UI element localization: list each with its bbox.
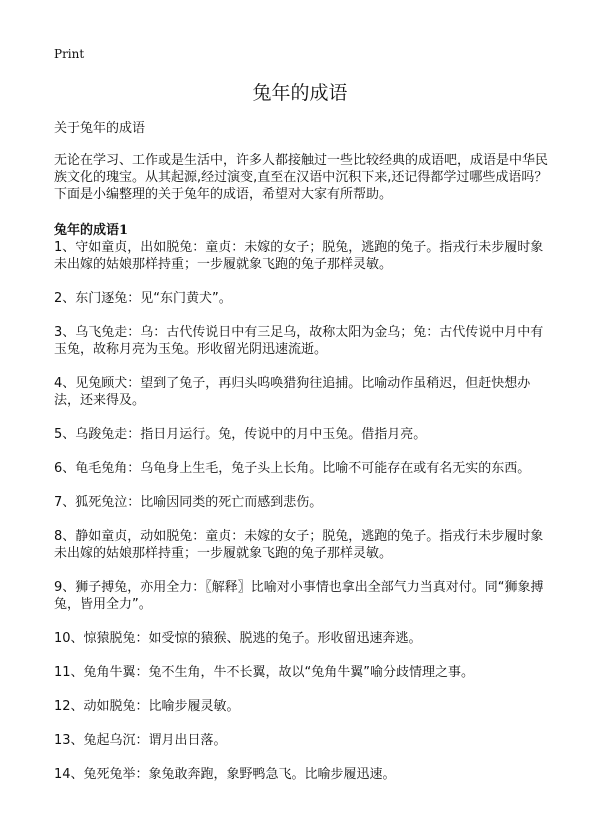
list-item: 1、守如童贞，出如脱兔：童贞：未嫁的女子；脱兔，逃跑的兔子。指戎行未步履时象未出嫁的姑娘那样持重；一步履就象飞跑的兔子那样灵敏。 <box>54 240 544 272</box>
list-item: 7、狐死兔泣：比喻因同类的死亡而感到悲伤。 <box>54 495 323 510</box>
list-item: 3、乌飞兔走：乌：古代传说日中有三足乌，故称太阳为金乌；兔：古代传说中月中有玉兔，故称月亮为玉兔。形收留光阴迅速流逝。 <box>54 325 544 357</box>
list-item: 9、狮子搏兔，亦用全力：〖解释〗比喻对小事情也拿出全部气力当真对付。同“狮象搏兔，皆用全力”。 <box>54 580 544 612</box>
list-item: 10、惊猿脱兔：如受惊的猿猴、脱逃的兔子。形收留迅速奔逃。 <box>54 631 422 646</box>
list-item: 13、兔起乌沉：谓月出日落。 <box>54 733 227 748</box>
list-item: 4、见兔顾犬：望到了兔子，再归头呜唤猎狗往追捕。比喻动作虽稍迟，但赶快想办法，还来得及。 <box>54 376 531 408</box>
list-item: 12、动如脱兔：比喻步履灵敏。 <box>54 699 240 714</box>
list-item: 5、乌踆兔走：指日月运行。兔，传说中的月中玉兔。借指月亮。 <box>54 427 427 442</box>
idiom-list <box>54 239 554 783</box>
print-link[interactable]: Print <box>54 47 85 61</box>
list-item: 6、龟毛兔角：乌龟身上生毛，兔子头上长角。比喻不可能存在或有名无实的东西。 <box>54 461 531 476</box>
list-item: 11、兔角牛翼：兔不生角，牛不长翼，故以“兔角牛翼”喻分歧情理之事。 <box>54 665 475 680</box>
list-item: 8、静如童贞，动如脱兔：童贞：未嫁的女子；脱兔，逃跑的兔子。指戎行未步履时象未出嫁的姑娘那样持重；一步履就象飞跑的兔子那样灵敏。 <box>54 529 544 561</box>
list-item: 14、兔死兔举：象兔敢奔跑，象野鸭急飞。比喻步履迅速。 <box>54 767 396 782</box>
page-title: 兔年的成语 <box>252 82 348 104</box>
section-heading: 兔年的成语1 <box>54 223 129 238</box>
list-item: 2、东门逐兔：见“东门黄犬”。 <box>54 291 232 306</box>
article-subtitle: 关于兔年的成语 <box>54 121 146 136</box>
intro-paragraph: 无论在学习、工作或是生活中，许多人都接触过一些比较经典的成语吧，成语是中华民族文化的瑰宝。从其起源,经过演变,直至在汉语中沉积下来,还记得都学过哪些成语吗？下面是小编整理的关于兔年的成语，希望对大家有所帮助。 <box>54 153 549 202</box>
article-body <box>54 120 554 800</box>
